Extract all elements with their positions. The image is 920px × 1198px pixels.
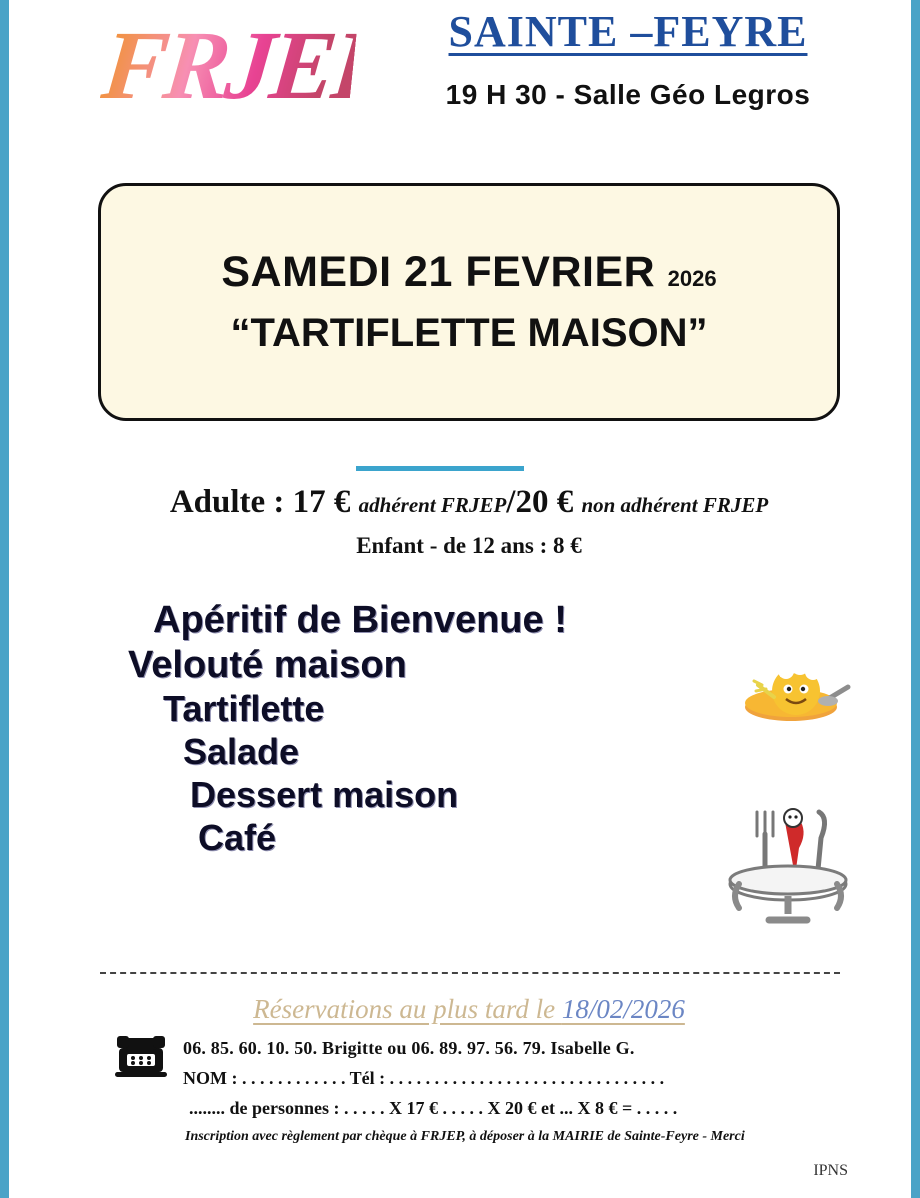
price-separator: / bbox=[506, 484, 516, 520]
menu-item: Apéritif de Bienvenue ! bbox=[153, 599, 567, 641]
menu-item: Velouté maison bbox=[128, 644, 407, 687]
reservation-deadline-prefix: Réservations au plus tard le bbox=[253, 994, 562, 1024]
menu-item: Tartiflette bbox=[163, 688, 325, 730]
hour-and-venue: 19 H 30 - Salle Géo Legros bbox=[445, 79, 811, 110]
menu-item: Salade bbox=[183, 730, 300, 772]
reservation-form bbox=[183, 1038, 843, 1145]
page-title: SAINTE –FEYRE bbox=[448, 7, 808, 56]
adult-label: Adulte : bbox=[169, 484, 285, 520]
divider-bar bbox=[356, 466, 524, 471]
event-dish: “TARTIFLETTE MAISON” bbox=[230, 311, 708, 355]
name-field-line: NOM : . . . . . . . . . . . . Tél : . . . . . . . . . . . . . . . . . . . . . . . . . . . . . . . bbox=[183, 1068, 665, 1088]
adult-price-line bbox=[18, 484, 920, 521]
menu-item: Dessert maison bbox=[190, 773, 459, 815]
event-box bbox=[98, 183, 840, 421]
menu-item: Café bbox=[198, 816, 277, 858]
chef-cook-icon bbox=[736, 655, 856, 735]
table-setting-icon bbox=[723, 788, 853, 928]
frjep-logo: FRJEP bbox=[95, 0, 360, 141]
child-price-line: Enfant - de 12 ans : 8 € bbox=[356, 533, 582, 558]
reservation-section bbox=[18, 994, 920, 1025]
event-date-text: SAMEDI 21 FEVRIER bbox=[221, 248, 656, 296]
event-date bbox=[101, 248, 837, 297]
header-title-block bbox=[368, 6, 888, 111]
adult-member-note: adhérent FRJEP bbox=[358, 493, 507, 517]
payment-note: Inscription avec règlement par chèque à FRJEP, à déposer à la MAIRIE de Sainte-Feyre - Merci bbox=[185, 1129, 745, 1144]
dashed-divider bbox=[100, 972, 840, 974]
persons-count-line: ........ de personnes : . . . . . X 17 € . . . . . X 20 € et ... X 8 € = . . . . . bbox=[189, 1098, 678, 1118]
phone-icon bbox=[113, 1034, 169, 1080]
ipns-label: IPNS bbox=[813, 1162, 848, 1179]
adult-nonmember-note: non adhérent FRJEP bbox=[581, 493, 769, 517]
event-year: 2026 bbox=[667, 266, 717, 291]
reservation-deadline bbox=[18, 994, 920, 1025]
contact-phones: 06. 85. 60. 10. 50. Brigitte ou 06. 89. 97. 56. 79. Isabelle G. bbox=[183, 1038, 635, 1058]
adult-nonmember-price: 20 € bbox=[515, 484, 574, 520]
reservation-deadline-date: 18/02/2026 bbox=[561, 994, 685, 1024]
poster-inner bbox=[18, 0, 920, 1198]
prices-section bbox=[18, 484, 920, 559]
adult-member-price: 17 € bbox=[292, 484, 351, 520]
header bbox=[18, 0, 920, 160]
